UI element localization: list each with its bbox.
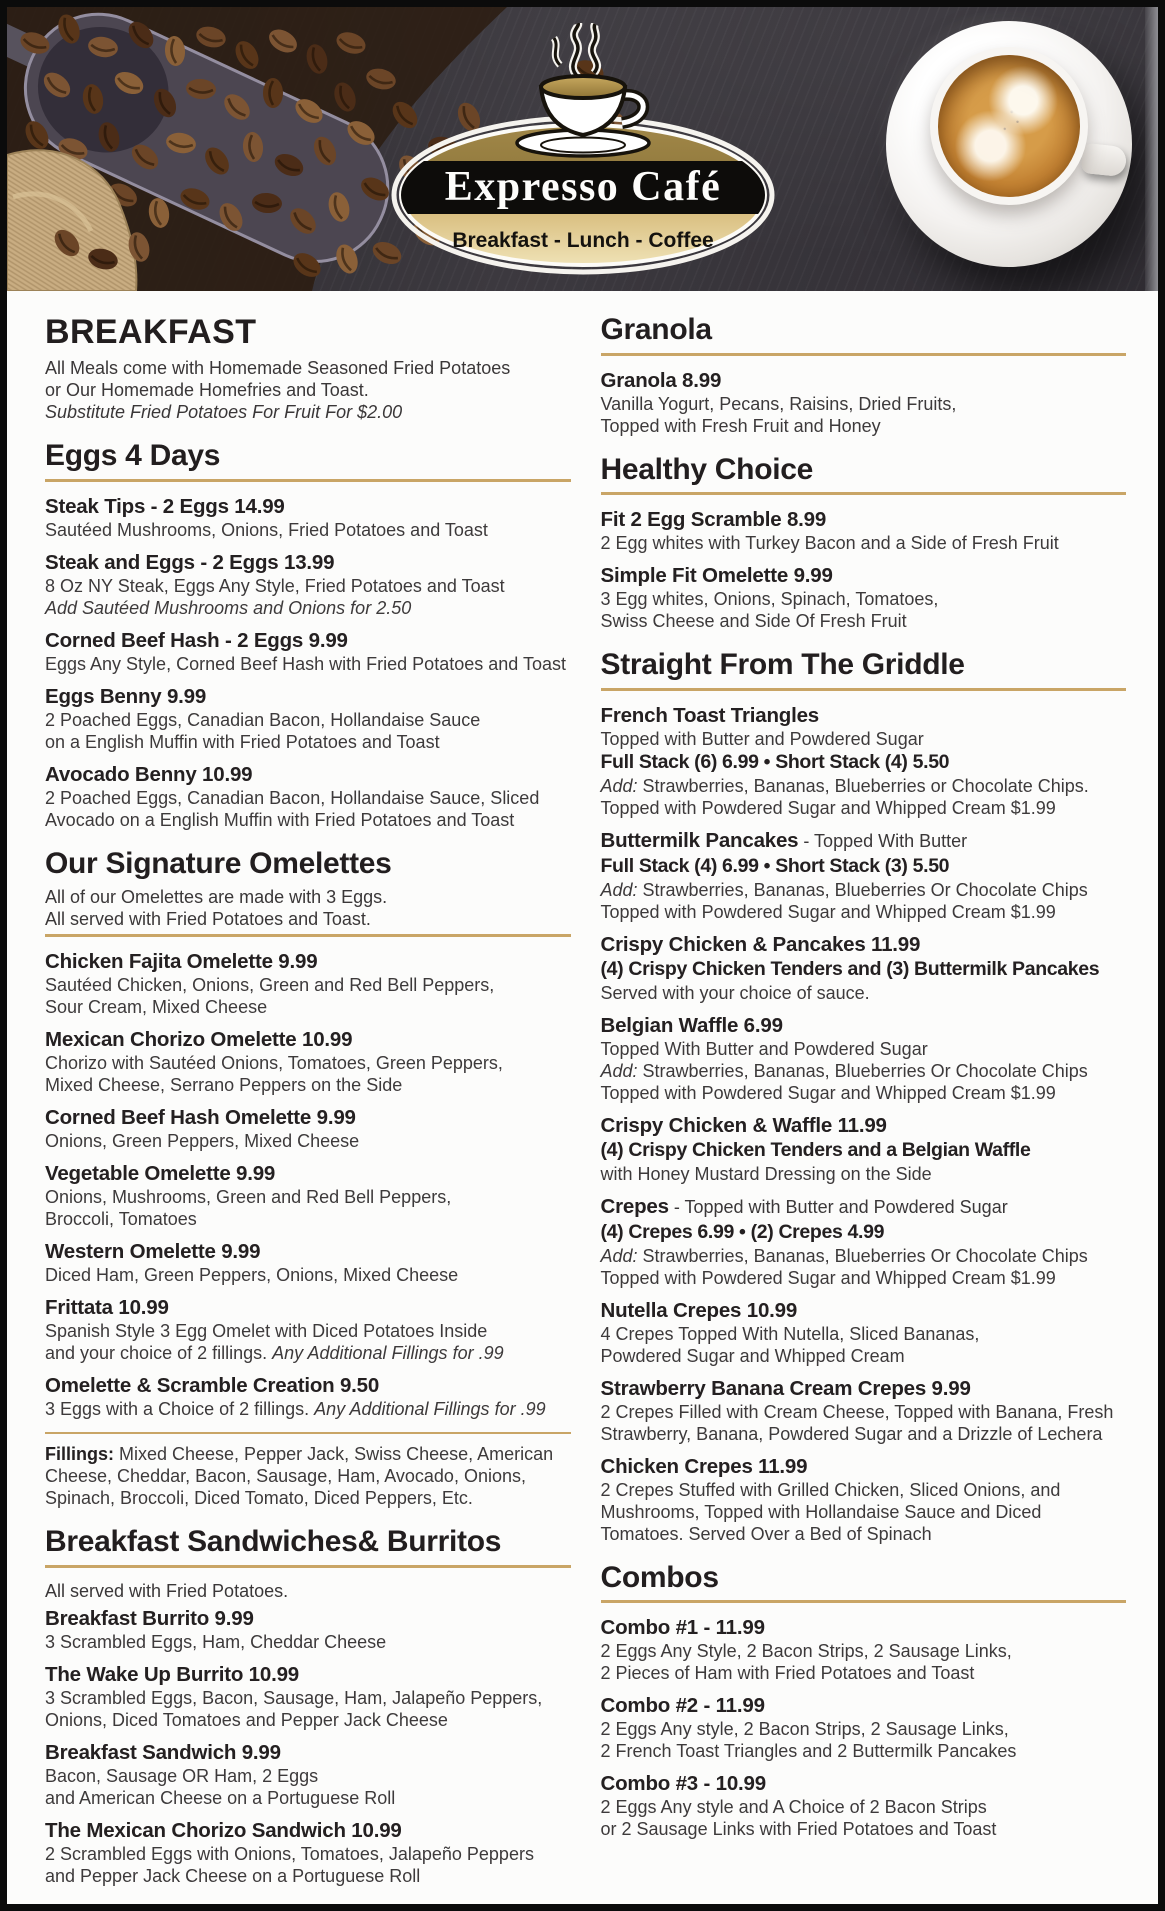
item-title: Breakfast Sandwich 9.99 <box>45 1740 281 1764</box>
gold-rule <box>45 934 571 937</box>
text-line: 3 Scrambled Eggs, Ham, Cheddar Cheese <box>45 1631 387 1652</box>
section-title: Straight From The Griddle <box>600 648 965 682</box>
item-title: Avocado Benny 10.99 <box>45 762 253 786</box>
item-title: Steak and Eggs - 2 Eggs 13.99 <box>45 550 335 574</box>
text-line: Full Stack (6) 6.99 • Short Stack (4) 5.50 <box>600 750 950 773</box>
menu-item <box>601 1693 1127 1762</box>
text-line: or 2 Sausage Links with Fried Potatoes and Toast <box>600 1819 997 1840</box>
text-line: and American Cheese on a Portuguese Roll <box>45 1787 396 1808</box>
section-title: Eggs 4 Days <box>45 439 221 473</box>
menu-section-combos <box>601 1561 1127 1841</box>
header-banner <box>7 7 1158 291</box>
text-line: Sour Cream, Mixed Cheese <box>45 997 268 1018</box>
text-line: Sautéed Mushrooms, Onions, Fried Potatoes and Toast <box>45 519 488 540</box>
section-title: Healthy Choice <box>600 452 814 486</box>
text-line: Topped With Butter and Powdered Sugar <box>600 1038 928 1059</box>
text-line: Broccoli, Tomatoes <box>45 1209 197 1230</box>
text-line: Add: Strawberries, Bananas, Blueberries Or Chocolate Chips <box>600 1245 1088 1266</box>
text-line: Spinach, Broccoli, Diced Tomato, Diced Peppers, Etc. <box>45 1488 473 1509</box>
item-title: Crepes - Topped with Butter and Powdered Sugar <box>600 1194 1008 1218</box>
menu-item <box>601 1113 1127 1185</box>
text-line: Eggs Any Style, Corned Beef Hash with Fried Potatoes and Toast <box>45 653 566 674</box>
menu-section-straight-from-the-griddle <box>601 648 1127 1545</box>
menu-section-granola <box>601 313 1127 437</box>
text-line: 2 French Toast Triangles and 2 Buttermilk Pancakes <box>600 1741 1017 1762</box>
menu-column-left <box>45 309 571 1904</box>
item-title: Western Omelette 9.99 <box>45 1240 261 1264</box>
text-line: 2 Eggs Any style, 2 Bacon Strips, 2 Sausage Links, <box>600 1719 1009 1740</box>
section-title: Breakfast Sandwiches& Burritos <box>45 1525 502 1559</box>
text-line: (4) Crispy Chicken Tenders and (3) Buttermilk Pancakes <box>600 957 1100 980</box>
text-line: 8 Oz NY Steak, Eggs Any Style, Fried Potatoes and Toast <box>45 575 505 596</box>
menu-item <box>601 1454 1127 1545</box>
menu-item <box>45 1373 571 1420</box>
menu-item <box>45 1239 571 1286</box>
text-line: 2 Eggs Any Style, 2 Bacon Strips, 2 Sausage Links, <box>600 1641 1012 1662</box>
text-line: All of our Omelettes are made with 3 Eggs. <box>45 887 388 908</box>
text-line: 3 Egg whites, Onions, Spinach, Tomatoes, <box>600 589 939 610</box>
section-intro <box>45 886 571 930</box>
item-title: The Mexican Chorizo Sandwich 10.99 <box>45 1818 402 1842</box>
text-line: 2 Eggs Any style and A Choice of 2 Bacon Strips <box>600 1797 987 1818</box>
menu-item <box>601 507 1127 554</box>
item-title: Granola 8.99 <box>600 368 722 392</box>
menu-section-breakfast-sandwiches-burritos <box>45 1525 571 1887</box>
menu-item <box>45 762 571 831</box>
menu-item <box>601 1013 1127 1104</box>
cafe-logo <box>388 23 778 281</box>
menu-sheet <box>7 7 1158 1904</box>
text-line: Spanish Style 3 Egg Omelet with Diced Potatoes Inside <box>45 1321 488 1342</box>
text-line: on a English Muffin with Fried Potatoes and Toast <box>45 731 440 752</box>
text-line: Add: Strawberries, Bananas, Blueberries Or Chocolate Chips <box>600 1060 1088 1081</box>
menu-section-healthy-choice <box>601 453 1127 633</box>
text-line: All served with Fried Potatoes and Toast. <box>45 909 371 930</box>
text-line: 2 Egg whites with Turkey Bacon and a Side of Fresh Fruit <box>600 533 1059 554</box>
section-intro <box>45 357 571 423</box>
item-title: Frittata 10.99 <box>45 1296 169 1320</box>
text-line: 2 Crepes Filled with Cream Cheese, Topped with Banana, Fresh <box>600 1401 1114 1422</box>
gold-rule <box>601 688 1127 691</box>
menu-item <box>45 1606 571 1653</box>
menu-item <box>601 932 1127 1004</box>
logo-tagline: Breakfast - Lunch - Coffee <box>451 229 714 252</box>
menu-item <box>45 949 571 1018</box>
text-line: (4) Crispy Chicken Tenders and a Belgian Waffle <box>600 1138 1031 1161</box>
text-line: Add Sautéed Mushrooms and Onions for 2.50 <box>45 597 412 618</box>
text-line: All served with Fried Potatoes. <box>45 1580 289 1601</box>
item-title: Simple Fit Omelette 9.99 <box>600 564 833 588</box>
item-title: Fit 2 Egg Scramble 8.99 <box>600 508 827 532</box>
item-title: Omelette & Scramble Creation 9.50 <box>45 1374 380 1398</box>
menu-item <box>601 828 1127 923</box>
text-line: Fillings: Mixed Cheese, Pepper Jack, Swiss Cheese, American <box>45 1444 554 1465</box>
text-line: Onions, Diced Tomatoes and Pepper Jack Cheese <box>45 1709 448 1730</box>
text-line: Substitute Fried Potatoes For Fruit For $2.00 <box>45 402 403 423</box>
menu-item <box>45 1105 571 1152</box>
text-line: Topped with Powdered Sugar and Whipped Cream $1.99 <box>600 1082 1056 1103</box>
item-title: Corned Beef Hash Omelette 9.99 <box>45 1106 356 1130</box>
section-title: Our Signature Omelettes <box>45 846 392 880</box>
fillings-note <box>45 1443 571 1509</box>
menu-column-right <box>601 309 1127 1904</box>
text-line: Onions, Green Peppers, Mixed Cheese <box>45 1131 360 1152</box>
text-line: Mixed Cheese, Serrano Peppers on the Side <box>45 1075 403 1096</box>
banner-edge-strip <box>1145 7 1158 291</box>
text-line: Topped with Powdered Sugar and Whipped Cream $1.99 <box>600 901 1056 922</box>
text-line: Strawberry, Banana, Powdered Sugar and a Drizzle of Lechera <box>600 1423 1103 1444</box>
item-title: French Toast Triangles <box>600 703 819 727</box>
gold-rule <box>601 353 1127 356</box>
gold-rule <box>45 1565 571 1568</box>
item-title: Crispy Chicken & Pancakes 11.99 <box>600 932 921 956</box>
text-line: 3 Scrambled Eggs, Bacon, Sausage, Ham, Jalapeño Peppers, <box>45 1687 543 1708</box>
gold-rule <box>45 1432 571 1434</box>
item-title: Crispy Chicken & Waffle 11.99 <box>600 1113 887 1137</box>
text-line: 2 Poached Eggs, Canadian Bacon, Hollandaise Sauce, Sliced <box>45 787 540 808</box>
text-line: 3 Eggs with a Choice of 2 fillings. Any Additional Fillings for .99 <box>45 1399 546 1420</box>
text-line: 2 Scrambled Eggs with Onions, Tomatoes, Jalapeño Peppers <box>45 1843 534 1864</box>
text-line: (4) Crepes 6.99 • (2) Crepes 4.99 <box>600 1220 885 1243</box>
text-line: Topped with Powdered Sugar and Whipped Cream $1.99 <box>600 797 1056 818</box>
text-line: All Meals come with Homemade Seasoned Fried Potatoes <box>45 358 511 379</box>
menu-item <box>601 1771 1127 1840</box>
text-line: Full Stack (4) 6.99 • Short Stack (3) 5.50 <box>600 854 950 877</box>
text-line: or Our Homemade Homefries and Toast. <box>45 380 369 401</box>
menu-item <box>601 1298 1127 1367</box>
menu-item <box>45 1161 571 1230</box>
menu-item <box>45 550 571 619</box>
text-line: Add: Strawberries, Bananas, Blueberries or Chocolate Chips. <box>600 775 1089 796</box>
menu-item <box>45 1740 571 1809</box>
gold-rule <box>601 492 1127 495</box>
text-line: Swiss Cheese and Side Of Fresh Fruit <box>600 611 907 632</box>
text-line: Avocado on a English Muffin with Fried Potatoes and Toast <box>45 809 515 830</box>
text-line: 4 Crepes Topped With Nutella, Sliced Bananas, <box>600 1323 980 1344</box>
text-line: Cheese, Cheddar, Bacon, Sausage, Ham, Avocado, Onions, <box>45 1466 526 1487</box>
text-line: and Pepper Jack Cheese on a Portuguese Roll <box>45 1865 421 1886</box>
text-line: Tomatoes. Served Over a Bed of Spinach <box>600 1523 932 1544</box>
cappuccino-photo <box>886 21 1132 267</box>
text-line: Add: Strawberries, Bananas, Blueberries Or Chocolate Chips <box>600 879 1088 900</box>
item-title: Combo #1 - 11.99 <box>600 1616 765 1640</box>
item-title: Chicken Fajita Omelette 9.99 <box>45 950 318 974</box>
text-line: Topped with Powdered Sugar and Whipped Cream $1.99 <box>600 1267 1056 1288</box>
gold-rule <box>45 479 571 482</box>
item-title: The Wake Up Burrito 10.99 <box>45 1662 299 1686</box>
text-line: Onions, Mushrooms, Green and Red Bell Peppers, <box>45 1187 452 1208</box>
text-line: Topped with Butter and Powdered Sugar <box>600 728 924 749</box>
logo-title: Expresso Café <box>444 164 721 210</box>
menu-section-our-signature-omelettes <box>45 847 571 1510</box>
menu-item <box>45 628 571 675</box>
item-title: Combo #2 - 11.99 <box>600 1694 765 1718</box>
text-line: and your choice of 2 fillings. Any Additional Fillings for .99 <box>45 1343 504 1364</box>
item-title: Steak Tips - 2 Eggs 14.99 <box>45 494 285 518</box>
item-title: Chicken Crepes 11.99 <box>600 1454 808 1478</box>
cup-handle <box>1081 143 1128 177</box>
menu-item <box>45 1027 571 1096</box>
item-title: Combo #3 - 10.99 <box>600 1772 766 1796</box>
text-line: Topped with Fresh Fruit and Honey <box>600 415 881 436</box>
text-line: Powdered Sugar and Whipped Cream <box>600 1345 905 1366</box>
menu-item <box>601 368 1127 437</box>
item-title: Mexican Chorizo Omelette 10.99 <box>45 1028 353 1052</box>
text-line: 2 Pieces of Ham with Fried Potatoes and Toast <box>600 1663 975 1684</box>
text-line: 2 Crepes Stuffed with Grilled Chicken, Sliced Onions, and <box>600 1479 1061 1500</box>
text-line: Chorizo with Sautéed Onions, Tomatoes, Green Peppers, <box>45 1053 503 1074</box>
item-title: Strawberry Banana Cream Crepes 9.99 <box>600 1376 971 1400</box>
menu-item <box>45 1295 571 1364</box>
section-intro <box>45 1580 571 1602</box>
menu-item <box>601 1615 1127 1684</box>
item-title: Vegetable Omelette 9.99 <box>45 1162 276 1186</box>
item-title: Corned Beef Hash - 2 Eggs 9.99 <box>45 628 348 652</box>
item-title: Buttermilk Pancakes - Topped With Butter <box>600 828 968 852</box>
text-line: with Honey Mustard Dressing on the Side <box>600 1163 932 1184</box>
item-title: Nutella Crepes 10.99 <box>600 1298 798 1322</box>
item-title: Breakfast Burrito 9.99 <box>45 1606 254 1630</box>
menu-item <box>601 703 1127 819</box>
menu-item <box>45 494 571 541</box>
menu-item <box>45 684 571 753</box>
coffee-crema <box>938 55 1080 197</box>
text-line: Mushrooms, Topped with Hollandaise Sauce and Diced <box>600 1501 1042 1522</box>
gold-rule <box>601 1600 1127 1603</box>
steam-icon <box>554 23 597 77</box>
text-line: Served with your choice of sauce. <box>600 982 870 1003</box>
menu-section-eggs-4-days <box>45 439 571 831</box>
text-line: 2 Poached Eggs, Canadian Bacon, Hollandaise Sauce <box>45 709 481 730</box>
item-title: Eggs Benny 9.99 <box>45 684 207 708</box>
text-line: Diced Ham, Green Peppers, Onions, Mixed Cheese <box>45 1265 459 1286</box>
item-title: Belgian Waffle 6.99 <box>600 1013 783 1037</box>
menu-item <box>601 1376 1127 1445</box>
text-line: Sautéed Chicken, Onions, Green and Red Bell Peppers, <box>45 975 495 996</box>
menu-item <box>601 1194 1127 1289</box>
menu-item <box>45 1662 571 1731</box>
section-title: BREAKFAST <box>45 313 257 351</box>
menu-body <box>7 291 1158 1904</box>
menu-section-breakfast <box>45 313 571 423</box>
menu-item <box>601 563 1127 632</box>
coffee-cup-icon <box>517 76 649 156</box>
section-title: Combos <box>600 1560 719 1594</box>
text-line: Vanilla Yogurt, Pecans, Raisins, Dried Fruits, <box>600 393 957 414</box>
menu-item <box>45 1818 571 1887</box>
section-title: Granola <box>600 313 712 346</box>
text-line: Bacon, Sausage OR Ham, 2 Eggs <box>45 1765 319 1786</box>
